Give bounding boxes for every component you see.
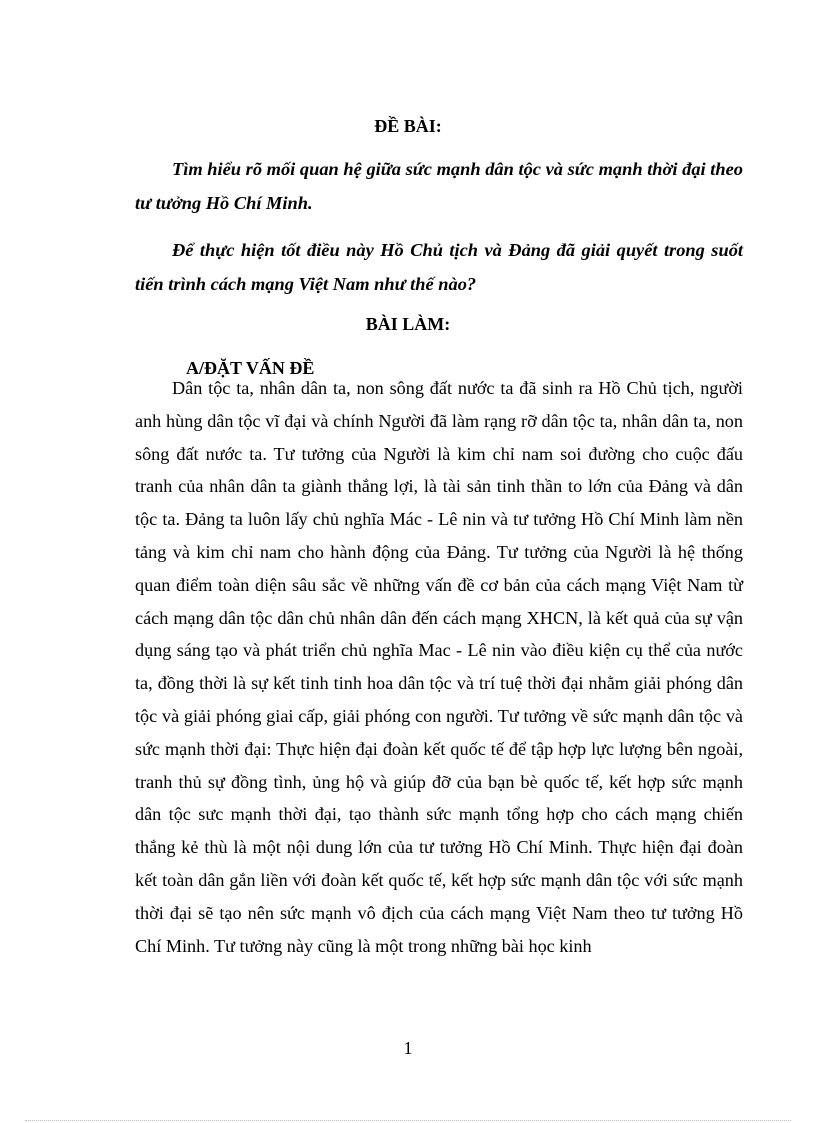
body-paragraph: Dân tộc ta, nhân dân ta, non sông đất nước ta đã sinh ra Hồ Chủ tịch, người anh hùng dân tộc vĩ đại và chính Người đã làm rạng rỡ dân tộc ta, nhân dân ta, non sông đất nước ta. Tư tưởng của Người là kim chỉ nam soi đường cho cuộc đấu tranh của nhân dân ta giành thắng lợi, là tài sản tinh thần to lớn của Đảng và dân tộc ta. Đảng ta luôn lấy chủ nghĩa Mác - Lê nin và tư tưởng Hồ Chí Minh làm nền tảng và kim chỉ nam cho hành động của Đảng. Tư tưởng của Người là hệ thống quan điểm toàn diện sâu sắc về những vấn đề cơ bản của cách mạng Việt Nam từ cách mạng dân tộc dân chủ nhân dân đến cách mạng XHCN, là kết quả của sự vận dụng sáng tạo và phát triển chủ nghĩa Mac - Lê nin vào điều kiện cụ thể của nước ta, đồng thời là sự kết tinh tinh hoa dân tộc và trí tuệ thời đại nhằm giải phóng dân tộc và giải phóng giai cấp, giải phóng con người. Tư tưởng về sức mạnh dân tộc và sức mạnh thời đại: Thực hiện đại đoàn kết quốc tế để tập hợp lực lượng bên ngoài, tranh thủ sự đồng tình, ủng hộ và giúp đỡ của bạn bè quốc tế, kết hợp sức mạnh dân tộc sưc mạnh thời đại, tạo thành sức mạnh tổng hợp cho cách mạng chiến thắng kẻ thù là một nội dung lớn của tư tưởng Hồ Chí Minh. Thực hiện đại đoàn kết toàn dân gắn liền với đoàn kết quốc tế, kết hợp sức mạnh dân tộc với sức mạnh thời đại sẽ tạo nên sức mạnh vô địch của cách mạng Việt Nam theo tư tưởng Hồ Chí Minh. Tư tưởng này cũng là một trong những bài học kinh [135, 378, 743, 956]
section-heading: A/ĐẶT VẤN ĐỀ [186, 358, 315, 378]
page-number: 1 [403, 1038, 413, 1058]
task-question-2: Để thực hiện tốt điều này Hồ Chủ tịch và Đảng đã giải quyết trong suốt tiến trình cách mạng Việt Nam như thế nào? [135, 240, 743, 294]
task-question-1: Tìm hiểu rõ mối quan hệ giữa sức mạnh dân tộc và sức mạnh thời đại theo tư tưởng Hồ Chí Minh. [135, 159, 743, 213]
page-title: ĐỀ BÀI: [374, 116, 442, 136]
page-bottom-divider [25, 1120, 791, 1121]
answer-heading: BÀI LÀM: [365, 314, 451, 334]
